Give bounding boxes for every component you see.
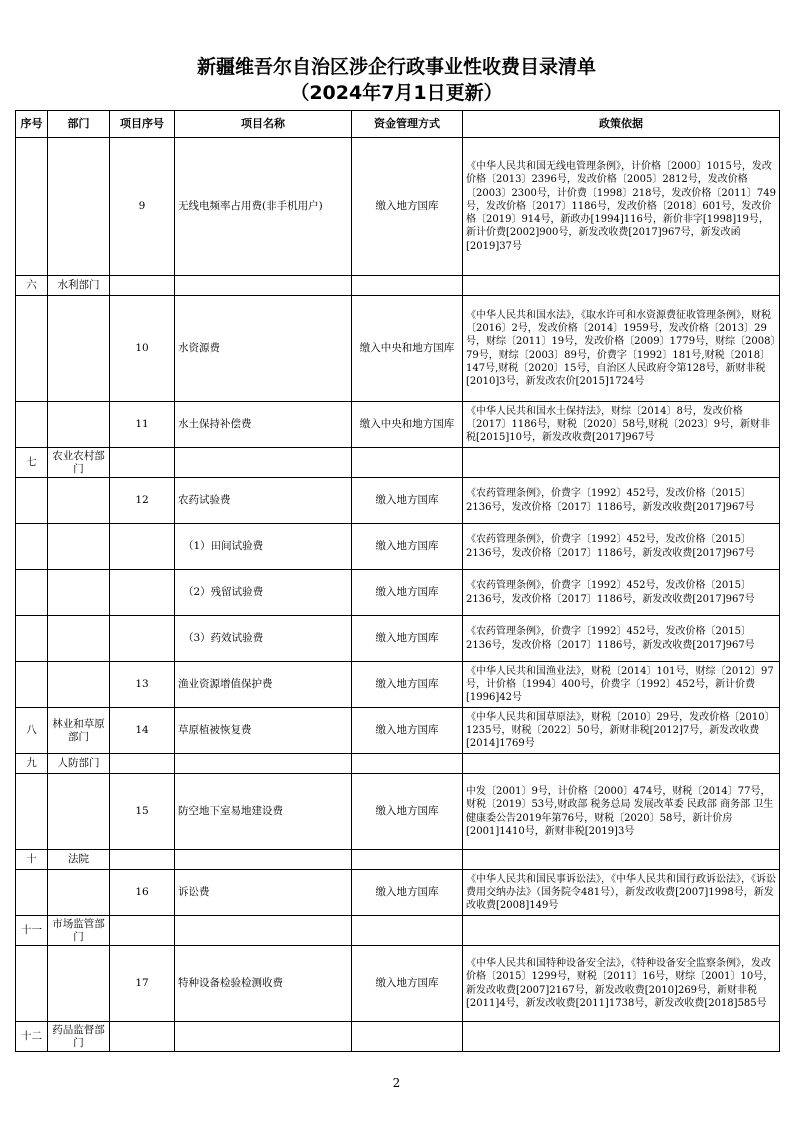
row-item-name-cell (175, 448, 352, 478)
row-policy-basis-cell (463, 850, 780, 870)
row-department-cell: 林业和草原部门 (48, 708, 110, 754)
table-row (16, 870, 780, 916)
row-item-number-cell: 16 (110, 870, 175, 916)
table-row (16, 708, 780, 754)
row-item-name-cell (175, 850, 352, 870)
row-seq-cell (16, 662, 48, 708)
row-fund-management-cell: 缴入地方国库 (352, 662, 463, 708)
row-fund-management-cell: 缴入地方国库 (352, 570, 463, 616)
row-seq-cell (16, 296, 48, 402)
table-row (16, 946, 780, 1022)
row-item-name-cell (175, 1022, 352, 1052)
row-fund-management-cell: 缴入地方国库 (352, 774, 463, 850)
header-policy-basis: 政策依据 (463, 111, 780, 138)
table-header-row (16, 111, 780, 138)
row-item-number-cell: 9 (110, 138, 175, 276)
table-row (16, 916, 780, 946)
row-policy-basis-cell (463, 448, 780, 478)
row-item-number-cell (110, 916, 175, 946)
row-fund-management-cell: 缴入中央和地方国库 (352, 402, 463, 448)
row-fund-management-cell (352, 1022, 463, 1052)
row-item-number-cell (110, 570, 175, 616)
row-item-number-cell: 14 (110, 708, 175, 754)
row-fund-management-cell: 缴入地方国库 (352, 524, 463, 570)
row-department-cell (48, 402, 110, 448)
page-number: 2 (392, 1076, 401, 1090)
row-department-cell (48, 616, 110, 662)
table-row (16, 774, 780, 850)
row-item-name-cell: 农药试验费 (175, 478, 352, 524)
row-seq-cell (16, 946, 48, 1022)
row-seq-cell: 十 (16, 850, 48, 870)
table-row (16, 616, 780, 662)
row-policy-basis-cell: 中发〔2001〕9号，计价格〔2000〕474号，财税〔2014〕77号，财税〔2019〕53号,财政部 税务总局 发展改革委 民政部 商务部 卫生健康委公告2019年第76号，财税〔2020〕58号，新计价房[2001]1410号，新财非税[2019]3号 (463, 774, 780, 850)
row-department-cell: 人防部门 (48, 754, 110, 774)
row-department-cell: 法院 (48, 850, 110, 870)
row-seq-cell (16, 570, 48, 616)
table-row (16, 524, 780, 570)
row-item-number-cell (110, 754, 175, 774)
row-seq-cell (16, 524, 48, 570)
row-item-number-cell (110, 616, 175, 662)
row-department-cell (48, 478, 110, 524)
row-item-name-cell: 草原植被恢复费 (175, 708, 352, 754)
row-seq-cell (16, 774, 48, 850)
row-item-name-cell (175, 916, 352, 946)
table-row (16, 1022, 780, 1052)
header-item-name: 项目名称 (175, 111, 352, 138)
row-item-name-cell: （1）田间试验费 (175, 524, 352, 570)
fee-table (15, 110, 780, 1052)
header-fund-management: 资金管理方式 (352, 111, 463, 138)
row-fund-management-cell: 缴入地方国库 (352, 616, 463, 662)
row-item-name-cell: （2）残留试验费 (175, 570, 352, 616)
table-row (16, 276, 780, 296)
row-item-number-cell (110, 524, 175, 570)
row-item-name-cell (175, 276, 352, 296)
header-seq: 序号 (16, 111, 48, 138)
table-row (16, 296, 780, 402)
row-seq-cell (16, 616, 48, 662)
row-policy-basis-cell: 《农药管理条例》，价费字〔1992〕452号，发改价格〔2015〕2136号，发改价格〔2017〕1186号，新发改收费[2017]967号 (463, 478, 780, 524)
table-row (16, 850, 780, 870)
row-item-number-cell: 12 (110, 478, 175, 524)
row-fund-management-cell (352, 850, 463, 870)
table-row (16, 662, 780, 708)
row-department-cell: 农业农村部门 (48, 448, 110, 478)
row-item-name-cell: 渔业资源增值保护费 (175, 662, 352, 708)
row-seq-cell: 六 (16, 276, 48, 296)
row-item-name-cell (175, 754, 352, 774)
row-item-number-cell (110, 448, 175, 478)
row-fund-management-cell: 缴入地方国库 (352, 478, 463, 524)
row-item-name-cell: （3）药效试验费 (175, 616, 352, 662)
row-seq-cell (16, 478, 48, 524)
row-fund-management-cell (352, 276, 463, 296)
row-item-number-cell: 13 (110, 662, 175, 708)
row-item-number-cell: 17 (110, 946, 175, 1022)
row-seq-cell: 十一 (16, 916, 48, 946)
row-policy-basis-cell: 《中华人民共和国水土保持法》，财综〔2014〕8号，发改价格〔2017〕1186号，财税〔2020〕58号,财税〔2023〕9号，新财非税[2015]10号，新发改收费[2017]967号 (463, 402, 780, 448)
row-department-cell (48, 946, 110, 1022)
row-department-cell (48, 662, 110, 708)
row-item-number-cell: 11 (110, 402, 175, 448)
header-dept: 部门 (48, 111, 110, 138)
row-seq-cell (16, 870, 48, 916)
row-policy-basis-cell: 《农药管理条例》，价费字〔1992〕452号，发改价格〔2015〕2136号，发改价格〔2017〕1186号，新发改收费[2017]967号 (463, 524, 780, 570)
header-item-no: 项目序号 (110, 111, 175, 138)
table-row (16, 138, 780, 276)
document-subtitle: （2024年7月1日更新） (290, 82, 503, 104)
row-item-name-cell: 水资源费 (175, 296, 352, 402)
row-item-number-cell (110, 850, 175, 870)
row-item-number-cell (110, 276, 175, 296)
row-item-name-cell: 无线电频率占用费(非手机用户) (175, 138, 352, 276)
table-row (16, 570, 780, 616)
row-policy-basis-cell: 《中华人民共和国草原法》，财税〔2010〕29号，发改价格〔2010〕1235号，财税〔2022〕50号，新财非税[2012]7号，新发改收费[2014]1769号 (463, 708, 780, 754)
row-department-cell (48, 524, 110, 570)
row-policy-basis-cell: 《中华人民共和国无线电管理条例》，计价格〔2000〕1015号，发改价格〔2013〕2396号，发改价格〔2005〕2812号，发改价格〔2003〕2300号，计价费〔1998〕218号，发改价格〔2011〕749号，发改价格〔2017〕1186号，发改价格〔2018〕601号，发改价格〔2019〕914号，新政办[1994]116号，新价非字[1998]19号，新计价费[2002]900号，新发改收费[2017]967号，新发改函[2019]37号 (463, 138, 780, 276)
row-policy-basis-cell (463, 1022, 780, 1052)
row-fund-management-cell: 缴入中央和地方国库 (352, 296, 463, 402)
row-fund-management-cell (352, 448, 463, 478)
row-policy-basis-cell: 《中华人民共和国渔业法》，财税〔2014〕101号，财综〔2012〕97号，计价格〔1994〕400号，价费字〔1992〕452号，新计价费[1996]42号 (463, 662, 780, 708)
table-row (16, 448, 780, 478)
row-department-cell: 水利部门 (48, 276, 110, 296)
row-policy-basis-cell: 《中华人民共和国水法》，《取水许可和水资源费征收管理条例》，财税〔2016〕2号，发改价格〔2014〕1959号，发改价格〔2013〕29号，财综〔2011〕19号，发改价格〔2009〕1779号，财综〔2008〕79号，财综〔2003〕89号，价费字〔1992〕181号,财税〔2018〕147号,财税〔2020〕15号，自治区人民政府令第128号，新财非税[2010]3号，新发改农价[2015]1724号 (463, 296, 780, 402)
row-department-cell: 市场监管部门 (48, 916, 110, 946)
row-fund-management-cell: 缴入地方国库 (352, 870, 463, 916)
row-fund-management-cell (352, 916, 463, 946)
row-department-cell: 药品监督部门 (48, 1022, 110, 1052)
row-item-name-cell: 防空地下室易地建设费 (175, 774, 352, 850)
row-seq-cell: 八 (16, 708, 48, 754)
row-item-name-cell: 特种设备检验检测收费 (175, 946, 352, 1022)
row-seq-cell: 九 (16, 754, 48, 774)
row-item-name-cell: 诉讼费 (175, 870, 352, 916)
row-fund-management-cell (352, 754, 463, 774)
row-department-cell (48, 774, 110, 850)
row-department-cell (48, 296, 110, 402)
table-row (16, 402, 780, 448)
row-seq-cell: 七 (16, 448, 48, 478)
row-department-cell (48, 570, 110, 616)
row-item-number-cell: 10 (110, 296, 175, 402)
row-department-cell (48, 870, 110, 916)
row-policy-basis-cell: 《农药管理条例》，价费字〔1992〕452号，发改价格〔2015〕2136号，发改价格〔2017〕1186号，新发改收费[2017]967号 (463, 616, 780, 662)
row-item-number-cell: 15 (110, 774, 175, 850)
table-row (16, 478, 780, 524)
row-policy-basis-cell: 《中华人民共和国民事诉讼法》，《中华人民共和国行政诉讼法》，《诉讼费用交纳办法》（国务院令481号），新发改收费[2007]1998号，新发改收费[2008]149号 (463, 870, 780, 916)
row-fund-management-cell: 缴入地方国库 (352, 708, 463, 754)
row-policy-basis-cell (463, 754, 780, 774)
row-item-number-cell (110, 1022, 175, 1052)
row-policy-basis-cell (463, 916, 780, 946)
document-title: 新疆维吾尔自治区涉企行政事业性收费目录清单 (196, 56, 596, 78)
row-policy-basis-cell (463, 276, 780, 296)
row-fund-management-cell: 缴入地方国库 (352, 138, 463, 276)
row-seq-cell (16, 402, 48, 448)
row-policy-basis-cell: 《农药管理条例》，价费字〔1992〕452号，发改价格〔2015〕2136号，发改价格〔2017〕1186号，新发改收费[2017]967号 (463, 570, 780, 616)
row-seq-cell: 十二 (16, 1022, 48, 1052)
row-department-cell (48, 138, 110, 276)
row-item-name-cell: 水土保持补偿费 (175, 402, 352, 448)
row-seq-cell (16, 138, 48, 276)
row-policy-basis-cell: 《中华人民共和国特种设备安全法》，《特种设备安全监察条例》，发改价格〔2015〕1299号，财税〔2011〕16号，财综〔2001〕10号，新发改收费[2007]2167号，新发改收费[2010]269号，新财非税[2011]4号，新发改收费[2011]1738号，新发改收费[2018]585号 (463, 946, 780, 1022)
table-row (16, 754, 780, 774)
row-fund-management-cell: 缴入地方国库 (352, 946, 463, 1022)
